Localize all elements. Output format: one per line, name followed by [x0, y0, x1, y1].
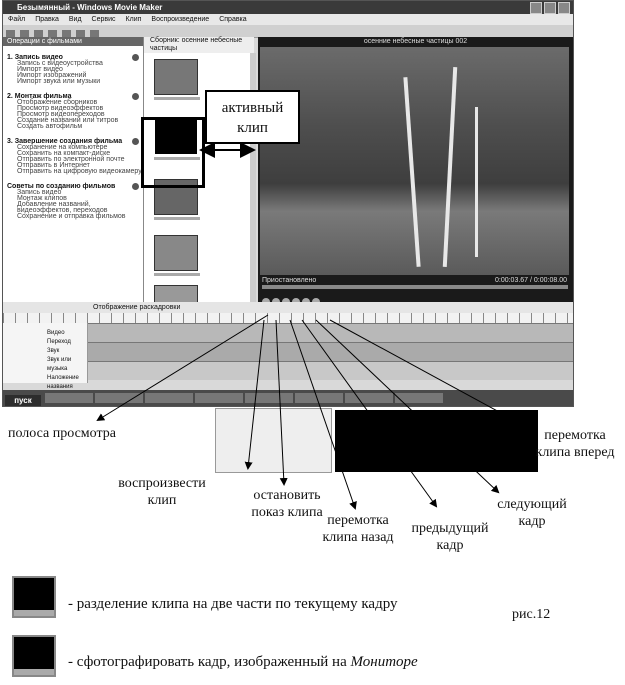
forward-arrow	[330, 320, 536, 432]
collection-header: Сборник: осенние небесные частицы	[144, 37, 254, 53]
menu-clip[interactable]: Клип	[125, 16, 142, 23]
task-link[interactable]: Сохранение на компьютере	[17, 144, 108, 151]
task-link[interactable]: Импорт изображений	[17, 72, 87, 79]
monitor-title: осенние небесные частицы 002	[363, 38, 468, 45]
task-link[interactable]: Импорт видео	[17, 66, 63, 73]
menu-file[interactable]: Файл	[8, 16, 26, 23]
task-link[interactable]: Создание названий или титров	[17, 117, 119, 124]
task-link[interactable]: Импорт звука или музыки	[17, 78, 101, 85]
task-link[interactable]: Просмотр видеоэффектов	[17, 105, 104, 112]
play-arrow	[248, 320, 264, 468]
task-link[interactable]: Монтаж клипов	[17, 195, 67, 202]
task-link[interactable]: Добавление названий, видеоэффектов, переходов	[17, 201, 108, 214]
task-link[interactable]: Отправить в Интернет	[17, 162, 90, 169]
task-link[interactable]: Сохранение и отправка фильмов	[17, 213, 126, 220]
start-button[interactable]: пуск	[5, 395, 41, 407]
task-section-edit[interactable]: 2. Монтаж фильма	[3, 93, 143, 100]
seek-bar-arrow	[98, 315, 268, 420]
task-link[interactable]: Создать автофильм	[17, 123, 83, 130]
snapshot-icon	[12, 635, 56, 677]
task-link[interactable]: Запись с видеоустройства	[17, 60, 103, 67]
stop-arrow	[276, 320, 284, 484]
play-label: воспроизвести клип	[118, 476, 206, 508]
split-caption: - разделение клипа на две части по текущему кадру	[68, 596, 398, 612]
menu-help[interactable]: Справка	[219, 16, 247, 23]
tasks-header: Операции с фильмами	[3, 37, 143, 46]
menu-view[interactable]: Вид	[68, 16, 82, 23]
task-link[interactable]: Сохранить на компакт-диске	[17, 150, 111, 157]
window-title: Безымянный - Windows Movie Maker	[17, 3, 163, 12]
task-section-capture[interactable]: 1. Запись видео	[3, 54, 143, 61]
track-label: Видео	[47, 330, 65, 336]
stop-label: остановить показ клипа	[251, 488, 323, 520]
forward-label: перемотка клипа вперед	[535, 428, 615, 460]
track-label: Переход	[47, 339, 71, 345]
task-section-tips[interactable]: Советы по созданию фильмов	[3, 183, 143, 190]
split-clip-icon	[12, 576, 56, 618]
snapshot-caption: - сфотографировать кадр, изображенный на Мониторе	[68, 654, 418, 670]
task-link[interactable]: Запись видео	[17, 189, 62, 196]
prev-frame-label: предыдущий кадр	[411, 521, 489, 553]
task-link[interactable]: Отправить по электронной почте	[17, 156, 125, 163]
next-frame-label: следующий кадр	[497, 497, 567, 529]
menu-tools[interactable]: Сервис	[91, 16, 116, 23]
task-section-finish[interactable]: 3. Завершение создания фильма	[3, 138, 143, 145]
track-label: Звук или музыка	[47, 357, 72, 372]
track-label: Звук	[47, 348, 60, 354]
task-link[interactable]: Отображение сборников	[17, 99, 98, 106]
active-clip-label: активный клип	[221, 100, 284, 136]
figure-label: рис.12	[512, 607, 551, 622]
monitor-status: Приостановлено	[262, 277, 317, 284]
menu-edit[interactable]: Правка	[35, 16, 59, 23]
task-link[interactable]: Просмотр видеопереходов	[17, 111, 105, 118]
rewind-label: перемотка клипа назад	[322, 513, 394, 545]
seek-bar-label: полоса просмотра	[8, 426, 116, 441]
track-label: Наложение названия	[47, 375, 79, 390]
storyboard-toggle[interactable]: Отображение раскадровки	[93, 304, 181, 311]
menu-play[interactable]: Воспроизведение	[151, 16, 210, 23]
task-link[interactable]: Отправить на цифровую видеокамеру	[17, 168, 142, 175]
timecode: 0:00:03.67 / 0:00:08.00	[494, 277, 567, 284]
